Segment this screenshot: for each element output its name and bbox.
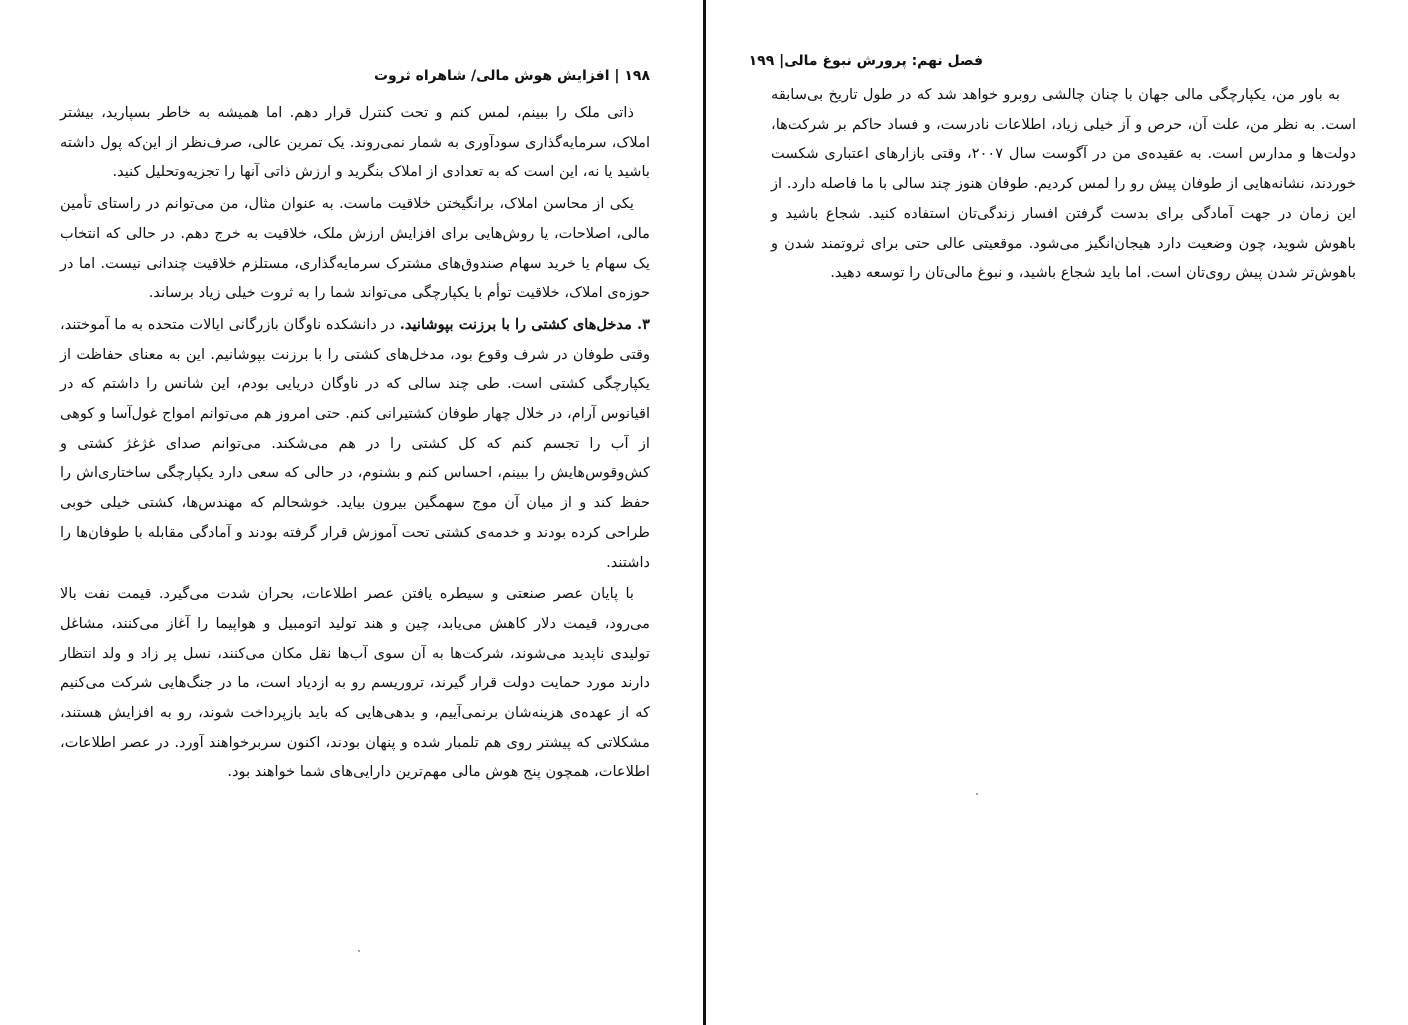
right-page-body xyxy=(771,80,1356,290)
left-page xyxy=(0,0,700,1025)
numbered-item-heading: ۳. مدخل‌های کشتی را با برزنت بپوشانید. xyxy=(399,315,650,333)
scan-speck xyxy=(976,793,978,795)
left-paragraph-2: یکی از محاسن املاک، برانگیختن خلاقیت ماست. به عنوان مثال، من می‌توانم در راستای تأمین مالی، اصلاحات، یا روش‌هایی برای افزایش ارزش ملک، خلاقیت به خرج دهم. در حالی که انتخاب یک سهام یا خرید سهام صندوق‌های مشترک سرمایه‌گذاری، مستلزم خلاقیت چندانی نیست. اما در حوزه‌ی املاک، خلاقیت توأم با یکپارچگی می‌تواند شما را به ثروت خیلی زیاد برساند. xyxy=(60,195,650,302)
left-paragraph-1: ذاتی ملک را ببینم، لمس کنم و تحت کنترل قرار دهم. اما همیشه به خاطر بسپارید، بیشتر املاک، سرمایه‌گذاری سودآوری به شمار نمی‌روند. یک تمرین عالی، صرف‌نظر از این‌که پول داشته باشید یا نه، این است که به تعدادی از املاک بنگرید و ارزش ذاتی آنها را تجزیه‌وتحلیل کنید. xyxy=(60,104,650,181)
numbered-item-3 xyxy=(60,310,650,577)
book-spine-divider xyxy=(703,0,706,1025)
scan-speck xyxy=(358,950,360,952)
left-running-head: ۱۹۸ | افزایش هوش مالی/ شاهراه ثروت xyxy=(373,68,650,84)
numbered-item-text: در دانشکده ناوگان بازرگانی ایالات متحده به ما آموختند، وقتی طوفان در شرف وقوع بود، مدخل‌های کشتی را با برزنت بپوشانیم. این به معنای حفاظت از یکپارچگی کشتی است. طی چند سالی که در ناوگان دریایی بودم، این شانس را داشتم که در اقیانوس آرام، در خلال چهار طوفان کشتیرانی کنم. حتی امروز هم می‌توانم امواج غول‌آسا و کوهی از آب را تجسم کنم که کل کشتی را در هم می‌شکند. می‌توانم صدای غژغژ کشتی و کش‌وقوس‌هایش را ببینم، احساس کنم و بشنوم، در حالی که سعی دارد یکپارچگی ساختاری‌اش را حفظ کند و از میان آن موج سهمگین بیرون بیاید. خوشحالم که مهندس‌ها، کشتی خیلی خوبی طراحی کرده بودند و خدمه‌ی کشتی تحت آموزش قرار گرفته بودند و آمادگی مقابله با طوفان‌ها را داشتند. xyxy=(60,315,650,571)
right-page xyxy=(708,0,1408,1025)
left-page-body xyxy=(60,98,650,789)
left-paragraph-closing: با پایان عصر صنعتی و سیطره یافتن عصر اطلاعات، بحران شدت می‌گیرد. قیمت نفت بالا می‌رود، قیمت دلار کاهش می‌یابد، چین و هند تولید اتومبیل و هواپیما را آغاز می‌کنند، مشاغل تولیدی ناپدید می‌شوند، شرکت‌ها به آن سوی آب‌ها نقل مکان می‌کنند، نسل پر زاد و ولد انتظار دارند مورد حمایت دولت قرار گیرند، تروریسم رو به ازدیاد است، ما در جنگ‌هایی شرکت می‌کنیم که از عهده‌ی هزینه‌شان برنمی‌آییم، و بدهی‌هایی که باید بازپرداخت شوند، رو به افزایش هستند، مشکلاتی که پیشتر روی هم تلمبار شده و پنهان بودند، اکنون سربرخواهند آورد. در عصر اطلاعات، اطلاعات، همچون پنج هوش مالی مهم‌ترین دارایی‌های شما خواهند بود. xyxy=(60,585,650,781)
right-running-head: فصل نهم: پرورش نبوغ مالی| ۱۹۹ xyxy=(748,53,983,69)
right-paragraph-1: به باور من، یکپارچگی مالی جهان با چنان چالشی روبرو خواهد شد که در طول تاریخ بی‌سابقه است. به نظر من، علت آن، حرص و آز خیلی زیاد، اطلاعات نادرست، و فساد حاکم بر شرکت‌ها، دولت‌ها و مدارس است. به عقیده‌ی من در آگوست سال ۲۰۰۷، وقتی بازارهای اعتباری شکست خوردند، نشانه‌هایی از طوفان پیش رو را لمس کردیم. طوفان هنوز چند سالی با ما فاصله دارد. از این زمان در جهت آمادگی برای بدست گرفتن افسار زندگی‌تان استفاده کنید. شجاع باشید و باهوش شوید، چون وضعیت دارد هیجان‌انگیز می‌شود. موقعیتی عالی حتی برای ثروتمند شدن و باهوش‌تر شدن پیش روی‌تان است. اما باید شجاع باشید، و نبوغ مالی‌تان را توسعه دهید. xyxy=(771,86,1356,282)
